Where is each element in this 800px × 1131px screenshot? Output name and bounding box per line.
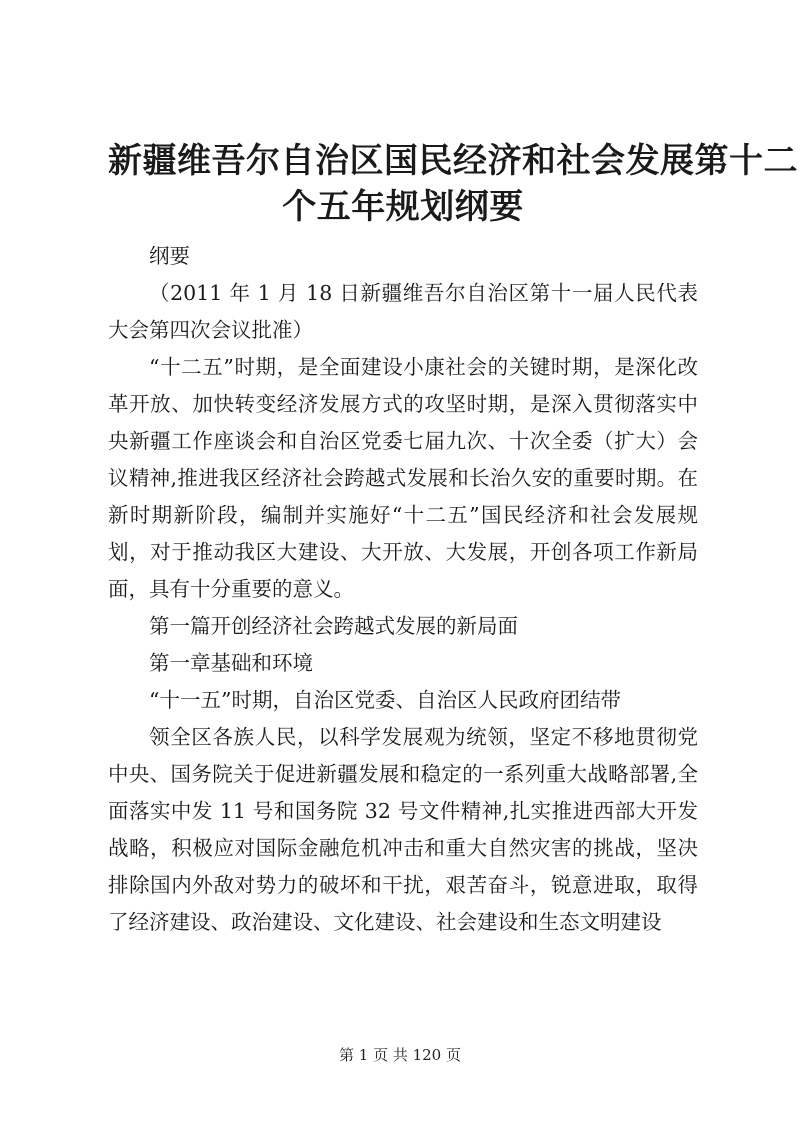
paragraph-eleventh-plan-lead: “十一五”时期，自治区党委、自治区人民政府团结带	[149, 688, 621, 712]
page-footer: 第 1 页 共 120 页	[338, 1046, 461, 1064]
paragraph-approval-note: （2011 年 1 月 18 日新疆维吾尔自治区第十一届人民代表大会第四次会议批准）	[108, 281, 698, 342]
part-one-heading: 第一篇开创经济社会跨越式发展的新局面	[149, 614, 518, 638]
document-title	[108, 138, 798, 230]
chapter-one-heading: 第一章基础和环境	[149, 651, 313, 675]
paragraph-outline-label: 纲要	[149, 244, 190, 268]
title-line-2: 个五年规划纲要	[282, 187, 524, 227]
document-page	[108, 138, 798, 941]
paragraph-eleventh-plan-body: 领全区各族人民，以科学发展观为统领，坚定不移地贯彻党中央、国务院关于促进新疆发展和稳定的一系列重大战略部署,全面落实中发 11 号和国务院 32 号文件精神,扎实推进西部大开发战略，积极应对国际金融危机冲击和重大自然灾害的挑战，坚决排除国内外敌对势力的破坏和干扰，艰苦奋斗，锐意进取，取得了经济建设、政治建设、文化建设、社会建设和生态文明建设	[108, 725, 698, 934]
paragraph-introduction: “十二五”时期，是全面建设小康社会的关键时期，是深化改革开放、加快转变经济发展方式的攻坚时期，是深入贯彻落实中央新疆工作座谈会和自治区党委七届九次、十次全委（扩大）会议精神,推进我区经济社会跨越式发展和长治久安的重要时期。在新时期新阶段，编制并实施好“十二五”国民经济和社会发展规划，对于推动我区大建设、大开放、大发展，开创各项工作新局面，具有十分重要的意义。	[108, 355, 698, 601]
document-body	[108, 238, 698, 941]
title-line-1: 新疆维吾尔自治区国民经济和社会发展第十二	[108, 141, 798, 181]
